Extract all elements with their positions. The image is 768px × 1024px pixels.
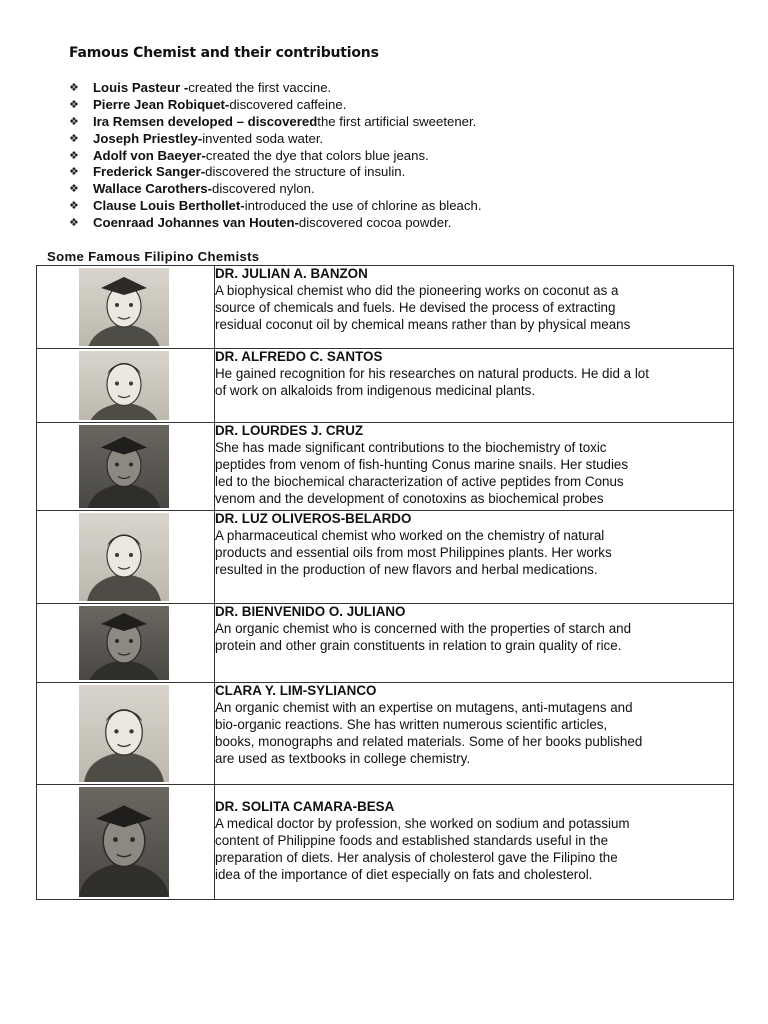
portrait-cell bbox=[37, 266, 215, 349]
description-cell bbox=[215, 266, 734, 349]
diamond-bullet-icon: ❖ bbox=[69, 132, 79, 145]
filipino-chemists-heading: Some Famous Filipino Chemists bbox=[47, 249, 260, 264]
contributions-list bbox=[69, 80, 481, 232]
filipino-chemists-table bbox=[36, 265, 734, 900]
portrait-sketch-icon bbox=[79, 513, 169, 601]
description-line: are used as textbooks in college chemistry. bbox=[215, 750, 471, 766]
description-line: source of chemicals and fuels. He devised the process of extracting bbox=[215, 299, 616, 315]
description-line: A pharmaceutical chemist who worked on the chemistry of natural bbox=[215, 527, 605, 543]
description-line: venom and the development of conotoxins as biochemical probes bbox=[215, 490, 604, 506]
description-line: of work on alkaloids from indigenous medicinal plants. bbox=[215, 382, 536, 398]
description-line: A biophysical chemist who did the pioneering works on coconut as a bbox=[215, 282, 619, 298]
list-item bbox=[69, 215, 481, 232]
table-row bbox=[37, 604, 734, 683]
portrait-image bbox=[79, 787, 169, 897]
description-line: books, monographs and related materials. Some of her books published bbox=[215, 733, 643, 749]
chemist-name: DR. BIENVENIDO O. JULIANO bbox=[215, 604, 406, 619]
diamond-bullet-icon: ❖ bbox=[69, 183, 79, 196]
chemist-name: Frederick Sanger- bbox=[93, 164, 206, 180]
diamond-bullet-icon: ❖ bbox=[69, 115, 79, 128]
diamond-bullet-icon: ❖ bbox=[69, 217, 79, 230]
description-cell bbox=[215, 511, 734, 604]
chemist-name: Adolf von Baeyer- bbox=[93, 147, 206, 163]
list-item bbox=[69, 198, 481, 215]
list-item bbox=[69, 164, 481, 181]
description-line: resulted in the production of new flavors and herbal medications. bbox=[215, 561, 598, 577]
portrait-sketch-icon bbox=[79, 351, 169, 420]
portrait-cell bbox=[37, 785, 215, 900]
chemist-name: DR. LUZ OLIVEROS-BELARDO bbox=[215, 511, 412, 526]
portrait-cell bbox=[37, 511, 215, 604]
description-line: peptides from venom of fish-hunting Conus marine snails. Her studies bbox=[215, 456, 629, 472]
description-line: preparation of diets. Her analysis of cholesterol gave the Filipino the bbox=[215, 849, 618, 865]
contribution-text: the first artificial sweetener. bbox=[317, 113, 477, 129]
portrait-sketch-icon bbox=[79, 425, 169, 508]
list-item bbox=[69, 181, 481, 198]
list-item bbox=[69, 114, 481, 131]
description-line: idea of the importance of diet especially on fats and cholesterol. bbox=[215, 866, 593, 882]
list-item bbox=[69, 80, 481, 97]
portrait-sketch-icon bbox=[79, 685, 169, 782]
description-cell bbox=[215, 423, 734, 511]
chemist-name: Clause Louis Berthollet- bbox=[93, 198, 245, 214]
portrait-sketch-icon bbox=[79, 787, 169, 897]
description-line: A medical doctor by profession, she worked on sodium and potassium bbox=[215, 815, 630, 831]
contribution-text: discovered the structure of insulin. bbox=[205, 164, 406, 180]
contributions-heading: Famous Chemist and their contributions bbox=[69, 45, 379, 61]
description-line: residual coconut oil by chemical means rather than by physical means bbox=[215, 316, 631, 332]
chemist-name: Louis Pasteur - bbox=[93, 80, 189, 95]
table-row bbox=[37, 349, 734, 423]
contribution-text: discovered cocoa powder. bbox=[298, 215, 452, 231]
diamond-bullet-icon: ❖ bbox=[69, 98, 79, 111]
table-row bbox=[37, 785, 734, 900]
chemist-name: Joseph Priestley- bbox=[93, 130, 203, 146]
portrait-cell bbox=[37, 604, 215, 683]
table-row bbox=[37, 266, 734, 349]
list-item bbox=[69, 131, 481, 148]
description-cell bbox=[215, 349, 734, 423]
chemist-name: Ira Remsen developed – discovered bbox=[93, 113, 318, 129]
contribution-text: discovered caffeine. bbox=[229, 96, 347, 112]
chemist-name: DR. ALFREDO C. SANTOS bbox=[215, 349, 383, 364]
table-row bbox=[37, 511, 734, 604]
description-cell bbox=[215, 683, 734, 785]
diamond-bullet-icon: ❖ bbox=[69, 166, 79, 179]
description-line: content of Philippine foods and established standards useful in the bbox=[215, 832, 609, 848]
table-row bbox=[37, 423, 734, 511]
portrait-image bbox=[79, 513, 169, 601]
contribution-text: created the dye that colors blue jeans. bbox=[205, 147, 429, 163]
description-line: He gained recognition for his researches on natural products. He did a lot bbox=[215, 365, 649, 381]
description-cell bbox=[215, 785, 734, 900]
contribution-text: introduced the use of chlorine as bleach. bbox=[244, 198, 482, 214]
portrait-image bbox=[79, 685, 169, 782]
table-row bbox=[37, 683, 734, 785]
description-line: An organic chemist with an expertise on mutagens, anti-mutagens and bbox=[215, 699, 633, 715]
contribution-text: discovered nylon. bbox=[211, 181, 315, 197]
portrait-image bbox=[79, 268, 169, 346]
chemist-name: DR. SOLITA CAMARA-BESA bbox=[215, 799, 395, 814]
portrait-cell bbox=[37, 423, 215, 511]
description-line: An organic chemist who is concerned with the properties of starch and bbox=[215, 620, 632, 636]
description-line: products and essential oils from most Philippines plants. Her works bbox=[215, 544, 612, 560]
chemist-name: CLARA Y. LIM-SYLIANCO bbox=[215, 683, 377, 698]
list-item bbox=[69, 97, 481, 114]
chemist-name: DR. JULIAN A. BANZON bbox=[215, 266, 368, 281]
portrait-image bbox=[79, 425, 169, 508]
contribution-text: created the first vaccine. bbox=[188, 80, 332, 95]
diamond-bullet-icon: ❖ bbox=[69, 82, 79, 94]
description-line: She has made significant contributions to the biochemistry of toxic bbox=[215, 439, 607, 455]
chemist-name: DR. LOURDES J. CRUZ bbox=[215, 423, 364, 438]
chemist-name: Wallace Carothers- bbox=[93, 181, 212, 197]
contribution-text: invented soda water. bbox=[202, 130, 324, 146]
chemist-name: Pierre Jean Robiquet- bbox=[93, 96, 230, 112]
description-line: protein and other grain constituents in relation to grain quality of rice. bbox=[215, 637, 622, 653]
description-line: bio-organic reactions. She has written numerous scientific articles, bbox=[215, 716, 608, 732]
description-line: led to the biochemical characterization of active peptides from Conus bbox=[215, 473, 624, 489]
portrait-sketch-icon bbox=[79, 268, 169, 346]
portrait-cell bbox=[37, 349, 215, 423]
list-item bbox=[69, 148, 481, 165]
description-cell bbox=[215, 604, 734, 683]
portrait-image bbox=[79, 606, 169, 680]
portrait-sketch-icon bbox=[79, 606, 169, 680]
diamond-bullet-icon: ❖ bbox=[69, 149, 79, 162]
portrait-cell bbox=[37, 683, 215, 785]
portrait-image bbox=[79, 351, 169, 420]
chemist-name: Coenraad Johannes van Houten- bbox=[93, 215, 299, 231]
diamond-bullet-icon: ❖ bbox=[69, 200, 79, 213]
